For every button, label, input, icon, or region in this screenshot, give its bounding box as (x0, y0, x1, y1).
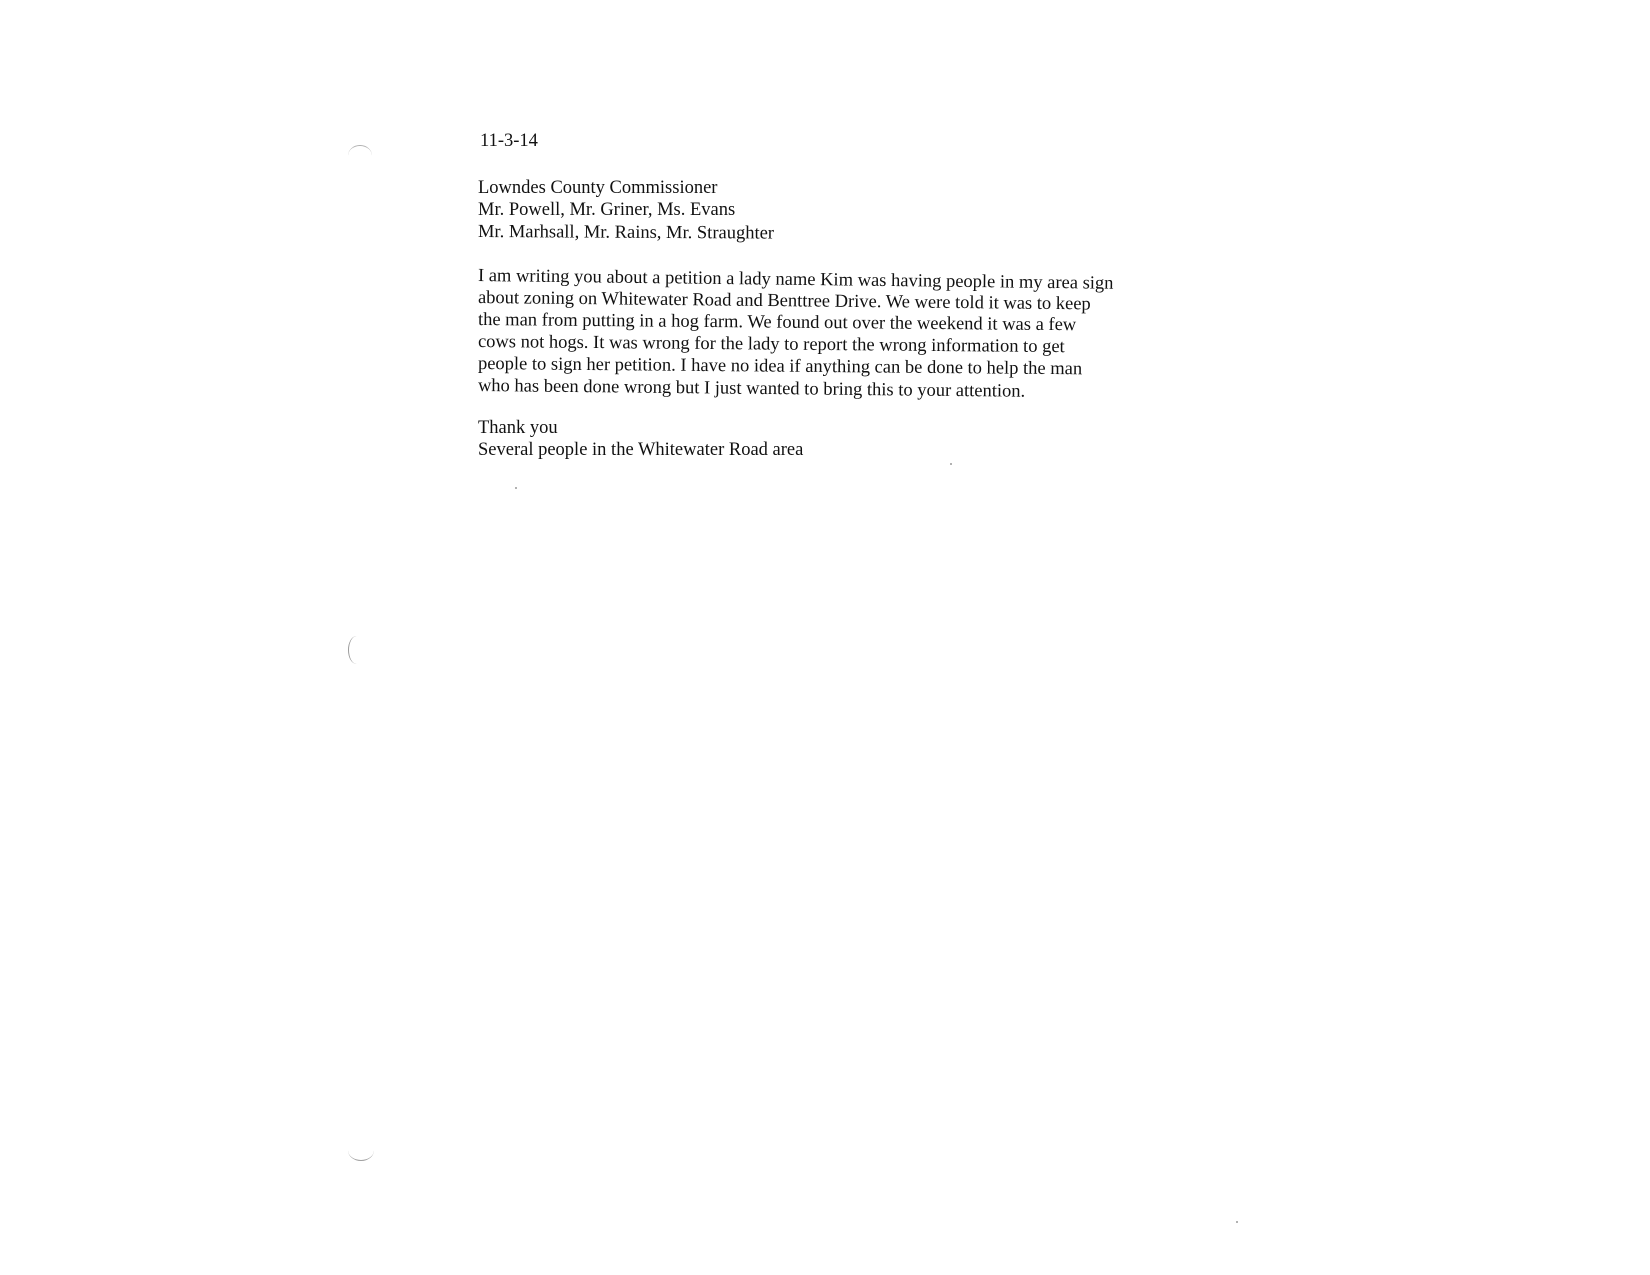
binder-hole-mark-bottom (348, 1140, 374, 1161)
signature-line: Several people in the Whitewater Road area (478, 440, 804, 460)
binder-hole-mark-middle (348, 636, 365, 664)
closing-block (478, 417, 1178, 461)
recipient-block (478, 177, 1178, 243)
body-line: about zoning on Whitewater Road and Benttree Drive. We were told it was to keep (477, 288, 1091, 315)
letter-date: 11-3-14 (480, 131, 538, 151)
body-line: I am writing you about a petition a lady name Kim was having people in my area sign (477, 266, 1114, 294)
body-line: who has been done wrong but I just wanted to bring this to your attention. (477, 376, 1026, 402)
binder-hole-mark-top (348, 145, 372, 166)
body-line: cows not hogs. It was wrong for the lady to report the wrong information to get (477, 332, 1065, 358)
body-line: the man from putting in a hog farm. We found out over the weekend it was a few (477, 310, 1077, 336)
recipient-line: Mr. Marhsall, Mr. Rains, Mr. Straughter (477, 222, 775, 244)
recipient-line: Lowndes County Commissioner (478, 178, 718, 198)
scan-speck (950, 463, 952, 465)
letter (478, 130, 1178, 461)
closing-line: Thank you (478, 418, 558, 438)
letter-body (477, 265, 1178, 402)
scan-speck (1236, 1221, 1238, 1223)
recipient-line: Mr. Powell, Mr. Griner, Ms. Evans (478, 200, 736, 220)
scan-speck (515, 487, 517, 489)
body-line: people to sign her petition. I have no idea if anything can be done to help the man (477, 354, 1083, 380)
